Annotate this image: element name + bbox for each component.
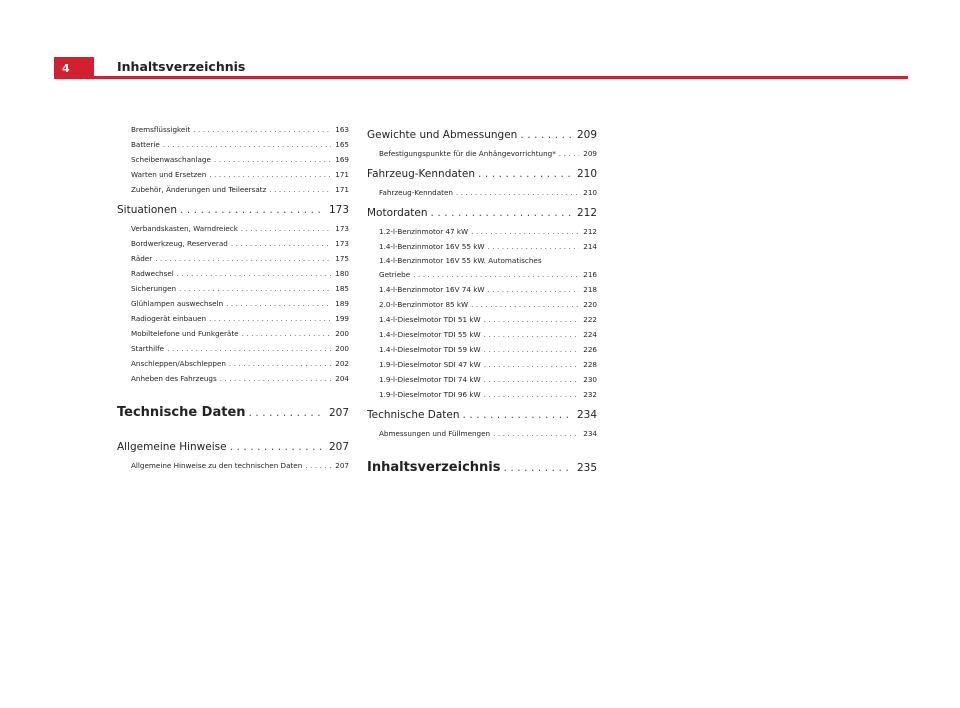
toc-entry-title: Mobiltelefone und Funkgeräte (131, 329, 239, 338)
toc-section[interactable] (117, 199, 349, 221)
toc-entry-title: Technische Daten (117, 405, 246, 420)
dot-leader (484, 342, 580, 357)
toc-entry-title: 1.4-l-Dieselmotor TDI 59 kW (379, 345, 481, 354)
dot-leader (163, 137, 332, 152)
page-number-badge: 4 (54, 57, 94, 79)
toc-page-number: 210 (576, 168, 597, 180)
toc-page-number: 189 (335, 299, 349, 308)
toc-page-number: 234 (576, 409, 597, 421)
toc-page-number: 171 (335, 170, 349, 179)
dot-leader (413, 268, 579, 282)
toc-page-number: 185 (335, 284, 349, 293)
toc-entry[interactable] (379, 254, 597, 282)
toc-page-number: 163 (335, 125, 349, 134)
toc-entry-title: Allgemeine Hinweise (117, 441, 227, 453)
toc-entry-title: 2.0-l-Benzinmotor 85 kW (379, 300, 469, 309)
toc-entry-title: Bremsflüssigkeit (131, 125, 191, 134)
dot-leader (180, 199, 325, 221)
toc-entry[interactable] (379, 297, 597, 312)
toc-entry[interactable] (131, 356, 349, 371)
toc-entry[interactable] (379, 327, 597, 342)
dot-leader (167, 341, 331, 356)
toc-entry[interactable] (379, 146, 597, 161)
toc-entry-title: Verbandskasten, Warndreieck (131, 224, 238, 233)
toc-entry-title: Sicherungen (131, 284, 177, 293)
toc-entry-title: 1.2-l-Benzinmotor 47 kW (379, 227, 469, 236)
toc-entry-title: Getriebe (379, 270, 411, 279)
dot-leader (226, 296, 331, 311)
toc-entry[interactable] (131, 341, 349, 356)
toc-entry[interactable] (131, 296, 349, 311)
toc-entry-title: Starthilfe (131, 344, 165, 353)
dot-leader (520, 124, 573, 146)
dot-leader (220, 371, 332, 386)
toc-entry-title: Situationen (117, 204, 178, 216)
dot-leader (177, 266, 332, 281)
dot-leader (431, 202, 573, 224)
dot-leader (241, 221, 331, 236)
toc-page-number: 220 (583, 300, 597, 309)
dot-leader (231, 236, 331, 251)
toc-entry-title: Glühlampen auswechseln (131, 299, 224, 308)
toc-entry[interactable] (131, 236, 349, 251)
toc-entry[interactable] (131, 371, 349, 386)
toc-entry-title: Inhaltsverzeichnis (367, 460, 501, 475)
toc-page-number: 210 (583, 188, 597, 197)
toc-entry-title: Radiogerät einbauen (131, 314, 207, 323)
toc-page-number: 224 (583, 330, 597, 339)
toc-entry-title: 1.4-l-Benzinmotor 16V 74 kW (379, 285, 485, 294)
toc-page-number: 175 (335, 254, 349, 263)
toc-entry[interactable] (131, 122, 349, 137)
toc-entry[interactable] (131, 251, 349, 266)
toc-page-number: 180 (335, 269, 349, 278)
toc-page-number: 212 (583, 227, 597, 236)
toc-entry-title: Anschleppen/Abschleppen (131, 359, 226, 368)
toc-page-number: 222 (583, 315, 597, 324)
toc-entry[interactable] (131, 281, 349, 296)
toc-entry-title: Scheibenwaschanlage (131, 155, 211, 164)
toc-entry[interactable] (379, 282, 597, 297)
toc-entry[interactable] (131, 152, 349, 167)
toc-entry-title: Warten und Ersetzen (131, 170, 207, 179)
dot-leader (249, 398, 325, 428)
toc-entry[interactable] (131, 137, 349, 152)
toc-page-number: 207 (328, 407, 349, 419)
toc-entry[interactable] (379, 342, 597, 357)
toc-entry-title: Zubehör, Änderungen und Teileersatz (131, 185, 267, 194)
dot-leader (209, 311, 331, 326)
toc-page-number: 212 (576, 207, 597, 219)
toc-entry-title: Technische Daten (367, 409, 460, 421)
dot-leader (488, 239, 580, 254)
dot-leader (229, 356, 331, 371)
toc-entry-title: 1.4-l-Benzinmotor 16V 55 kW (379, 242, 485, 251)
toc-entry-title: Allgemeine Hinweise zu den technischen Daten (131, 461, 303, 470)
dot-leader (471, 224, 579, 239)
dot-leader (484, 357, 579, 372)
toc-entry[interactable] (379, 239, 597, 254)
toc-page-number: 165 (335, 140, 349, 149)
dot-leader (179, 281, 331, 296)
dot-leader (305, 458, 331, 473)
toc-page-number: 234 (583, 429, 597, 438)
dot-leader (493, 426, 579, 441)
toc-section[interactable] (367, 163, 597, 185)
header-title: Inhaltsverzeichnis (117, 59, 246, 74)
toc-page-number: 173 (335, 224, 349, 233)
toc-entry-title: Räder (131, 254, 153, 263)
dot-leader (559, 146, 579, 161)
toc-page-number: 204 (335, 374, 349, 383)
toc-entry-title: Bordwerkzeug, Reserverad (131, 239, 228, 248)
toc-entry-title: Batterie (131, 140, 160, 149)
toc-entry-title: 1.4-l-Dieselmotor TDI 55 kW (379, 330, 481, 339)
toc-entry[interactable] (131, 182, 349, 197)
toc-entry-title: Anheben des Fahrzeugs (131, 374, 217, 383)
dot-leader (484, 372, 580, 387)
toc-entry-title: Motordaten (367, 207, 428, 219)
toc-chapter[interactable] (367, 453, 597, 483)
toc-page-number: 200 (335, 329, 349, 338)
toc-section[interactable] (117, 436, 349, 458)
toc-section[interactable] (367, 404, 597, 426)
toc-entry[interactable] (379, 185, 597, 200)
toc-entry[interactable] (131, 326, 349, 341)
toc-left-column (117, 122, 349, 473)
dot-leader (269, 182, 331, 197)
toc-section[interactable] (367, 124, 597, 146)
toc-page-number: 209 (583, 149, 597, 158)
toc-right-column (367, 122, 597, 491)
toc-page-number: 200 (335, 344, 349, 353)
toc-page-number: 207 (335, 461, 349, 470)
toc-page-number: 173 (335, 239, 349, 248)
toc-page-number: 169 (335, 155, 349, 164)
dot-leader (242, 326, 332, 341)
dot-leader (214, 152, 331, 167)
toc-entry-title: Fahrzeug-Kenndaten (367, 168, 476, 180)
dot-leader (503, 453, 572, 483)
toc-entry[interactable] (131, 458, 349, 473)
dot-leader (155, 251, 331, 266)
toc-page-number: 207 (328, 441, 349, 453)
dot-leader (456, 185, 579, 200)
toc-page-number: 214 (583, 242, 597, 251)
header-rule (54, 76, 908, 79)
toc-entry-title: 1.9-l-Dieselmotor SDI 47 kW (379, 360, 481, 369)
toc-page-number: 202 (335, 359, 349, 368)
toc-page-number: 232 (583, 390, 597, 399)
dot-leader (484, 312, 580, 327)
toc-entry[interactable] (131, 167, 349, 182)
dot-leader (478, 163, 573, 185)
toc-page-number: 235 (576, 462, 597, 474)
toc-entry[interactable] (131, 311, 349, 326)
toc-entry[interactable] (379, 372, 597, 387)
toc-page-number: 230 (583, 375, 597, 384)
dot-leader (463, 404, 573, 426)
dot-leader (484, 387, 580, 402)
dot-leader (471, 297, 579, 312)
toc-entry-title: Radwechsel (131, 269, 174, 278)
toc-entry[interactable] (131, 221, 349, 236)
toc-entry-title: 1.4-l-Dieselmotor TDI 51 kW (379, 315, 481, 324)
toc-page-number: 216 (583, 270, 597, 279)
toc-entry-title: 1.9-l-Dieselmotor TDI 96 kW (379, 390, 481, 399)
toc-page-number: 218 (583, 285, 597, 294)
toc-chapter[interactable] (117, 398, 349, 428)
toc-entry[interactable] (379, 224, 597, 239)
dot-leader (484, 327, 580, 342)
toc-entry-title: Befestigungspunkte für die Anhängevorrichtung* (379, 149, 556, 158)
dot-leader (488, 282, 580, 297)
toc-entry[interactable] (379, 387, 597, 402)
toc-entry-title: 1.9-l-Dieselmotor TDI 74 kW (379, 375, 481, 384)
toc-entry-title: Abmessungen und Füllmengen (379, 429, 491, 438)
toc-entry-title: Fahrzeug-Kenndaten (379, 188, 453, 197)
dot-leader (209, 167, 331, 182)
toc-entry-title: Gewichte und Abmessungen (367, 129, 518, 141)
toc-entry[interactable] (379, 357, 597, 372)
dot-leader (230, 436, 325, 458)
toc-page-number: 228 (583, 360, 597, 369)
toc-entry[interactable] (379, 426, 597, 441)
toc-entry[interactable] (131, 266, 349, 281)
toc-page-number: 173 (328, 204, 349, 216)
toc-page-number: 209 (576, 129, 597, 141)
toc-page-number: 226 (583, 345, 597, 354)
toc-section[interactable] (367, 202, 597, 224)
toc-page-number: 199 (335, 314, 349, 323)
toc-entry[interactable] (379, 312, 597, 327)
toc-page-number: 171 (335, 185, 349, 194)
toc-entry-title-line: 1.4-l-Benzinmotor 16V 55 kW. Automatisches (379, 256, 542, 265)
dot-leader (193, 122, 331, 137)
